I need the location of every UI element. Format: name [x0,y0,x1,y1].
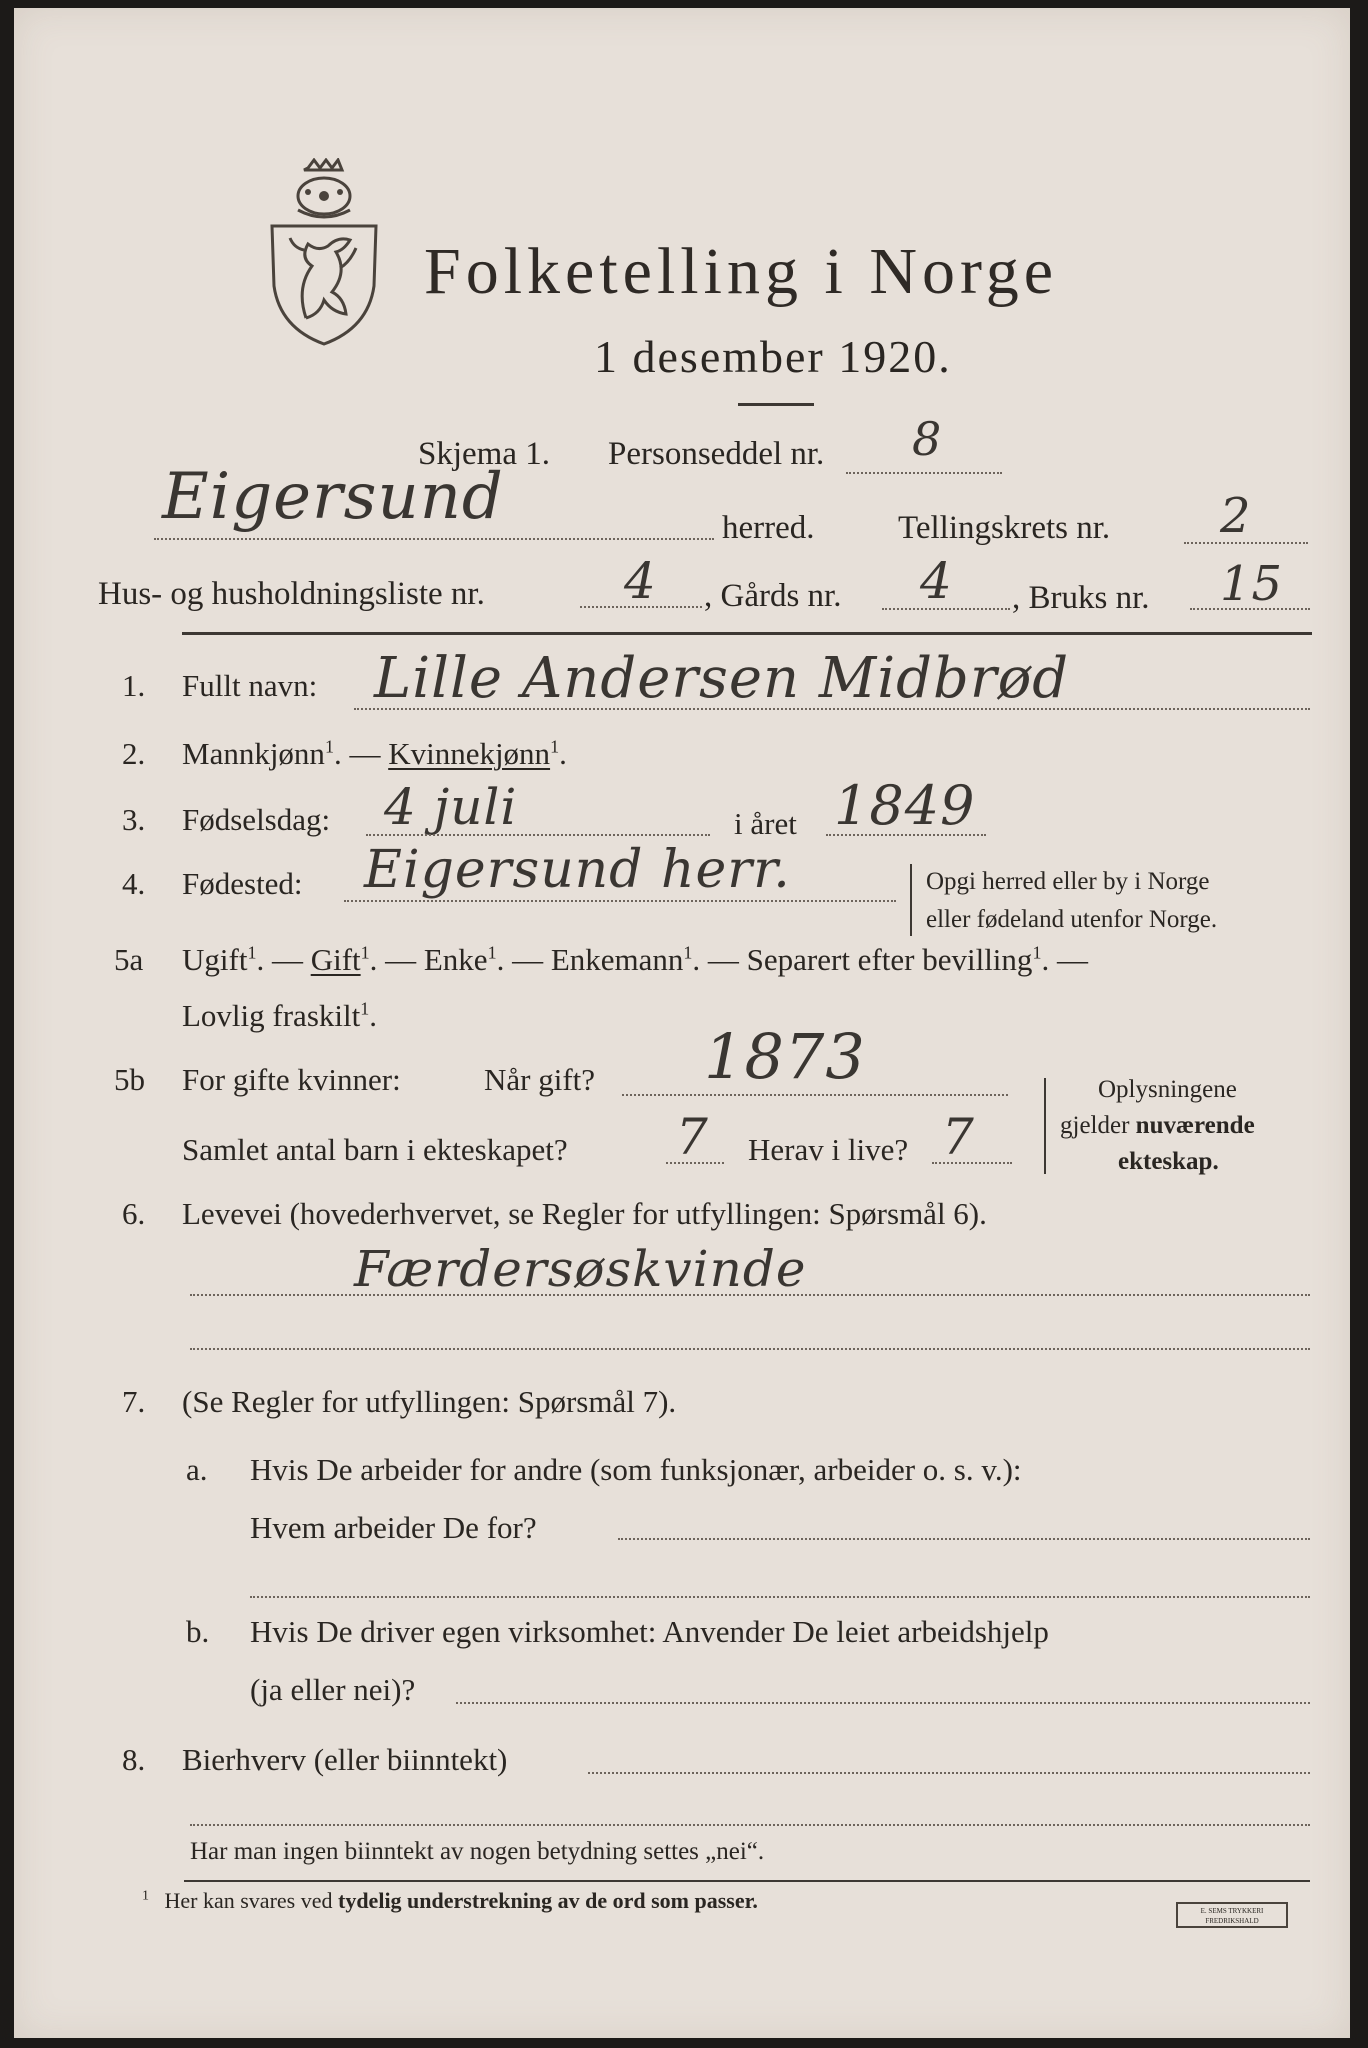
q5b-note-1: Oplysningene [1098,1076,1237,1103]
q3-label: Fødselsdag: [182,802,331,837]
q2-female-selected: Kvinnekjønn [388,736,551,771]
bruks-value: 15 [1220,556,1284,612]
herred-line [154,538,714,540]
q5b-number: 5b [114,1062,145,1097]
q3-number: 3. [122,802,146,837]
q5b-children-label: Samlet antal barn i ekteskapet? [182,1132,568,1167]
q5b-alive-line [932,1162,1012,1164]
q1-number: 1. [122,668,146,703]
q5b-alive-label: Herav i live? [748,1132,909,1167]
q4-note-1: Opgi herred eller by i Norge [926,868,1210,895]
husholdning-value: 4 [624,552,657,610]
q5b-children-value: 7 [676,1108,709,1166]
q5b-children-line [666,1162,724,1164]
norwegian-lion-crest-icon [260,158,388,348]
q8-line-1 [588,1772,1310,1774]
tellingskrets-label: Tellingskrets nr. [898,510,1111,546]
footnote-rule [184,1880,1310,1882]
q7-label: (Se Regler for utfyllingen: Spørsmål 7). [182,1384,677,1419]
gards-label: , Gårds nr. [704,578,842,614]
census-form-page [14,8,1350,2038]
q8-line-2 [190,1824,1310,1826]
q6-line-2 [190,1348,1310,1350]
q7b-label: Hvis De driver egen virksomhet: Anvender De leiet arbeidshjelp [250,1614,1049,1649]
q3-year-value: 1849 [834,774,976,837]
herred-value: Eigersund [162,460,504,534]
q6-number: 6. [122,1196,146,1231]
gards-line [882,608,1010,610]
printer-stamp: E. SEMS TRYKKERI FREDRIKSHALD [1176,1902,1288,1928]
tellingskrets-value: 2 [1220,488,1252,544]
q4-number: 4. [122,866,146,901]
husholdning-label: Hus- og husholdningsliste nr. [98,576,485,612]
q5b-note-3: ekteskap. [1118,1148,1219,1175]
q8-number: 8. [122,1742,146,1777]
q5a-gift-selected: Gift [310,942,361,977]
q6-line-1 [190,1294,1310,1296]
bruks-line [1190,608,1310,610]
tellingskrets-line [1184,542,1308,544]
bruks-label: , Bruks nr. [1012,580,1150,616]
q2-sep: . — [333,736,381,771]
q4-value: Eigersund herr. [364,840,791,900]
q5b-when-line [622,1094,1008,1096]
q6-label: Levevei (hovederhvervet, se Regler for utfyllingen: Spørsmål 6). [182,1196,987,1231]
q5b-note-brace [1044,1078,1048,1174]
q7b-line [456,1702,1310,1704]
q7b-letter: b. [186,1614,210,1649]
q3-year-line [826,834,986,836]
q5b-when-label: Når gift? [484,1062,596,1097]
gards-value: 4 [920,552,953,610]
q7a-line-2 [250,1596,1310,1598]
q5a-number: 5a [114,942,144,977]
q3-line [366,834,710,836]
q6-value: Færdersøskvinde [354,1240,807,1298]
q5b-alive-value: 7 [942,1108,975,1166]
page-title: Folketelling i Norge [424,235,1059,308]
q5b-when-value: 1873 [704,1020,866,1093]
q7a-line-1 [618,1538,1310,1540]
q5b-note-2: gjelder nuværende [1060,1112,1255,1139]
q5b-label: For gifte kvinner: [182,1062,401,1097]
q3-value: 4 juli [384,778,518,836]
q8-note: Har man ingen biinntekt av nogen betydning settes „nei“. [190,1838,765,1865]
footnote: $^1$ Her kan svares ved tydelig understrekning av de ord som passer. [142,1888,758,1913]
q2-male: Mannkjønn [182,736,325,771]
q7b-sub: (ja eller nei)? [250,1672,416,1707]
q2-options: Mannkjønn$^1$. — Kvinnekjønn$^1$. [182,736,567,771]
q4-label: Fødested: [182,866,303,901]
q7a-label: Hvis De arbeider for andre (som funksjonær, arbeider o. s. v.): [250,1452,1022,1487]
q5a-line2: Lovlig fraskilt$^1$. [182,998,377,1033]
header-rule [182,632,1312,635]
q5a-options: Ugift$^1$. — Gift$^1$. — Enke$^1$. — Enkemann$^1$. — Separert efter bevilling$^1$. — [182,942,1088,977]
q4-note-brace [910,864,914,936]
q1-value: Lille Andersen Midbrød [374,646,1070,711]
q3-year-label: i året [734,806,797,841]
personseddel-line [846,472,1002,474]
q7-number: 7. [122,1384,146,1419]
census-date: 1 desember 1920. [594,331,952,382]
title-divider [738,403,814,406]
q1-label: Fullt navn: [182,668,318,703]
q2-number: 2. [122,736,146,771]
q8-label: Bierhverv (eller biinntekt) [182,1742,508,1777]
skjema-label: Skjema 1. [418,436,550,472]
herred-label: herred. [722,510,815,546]
husholdning-line [580,606,702,608]
personseddel-value: 8 [912,412,943,466]
q4-note-2: eller fødeland utenfor Norge. [926,906,1218,933]
q7a-sub: Hvem arbeider De for? [250,1510,537,1545]
q4-line [344,900,896,902]
personseddel-label: Personseddel nr. [608,436,825,472]
q7a-letter: a. [186,1452,208,1487]
q1-line [354,708,1310,710]
